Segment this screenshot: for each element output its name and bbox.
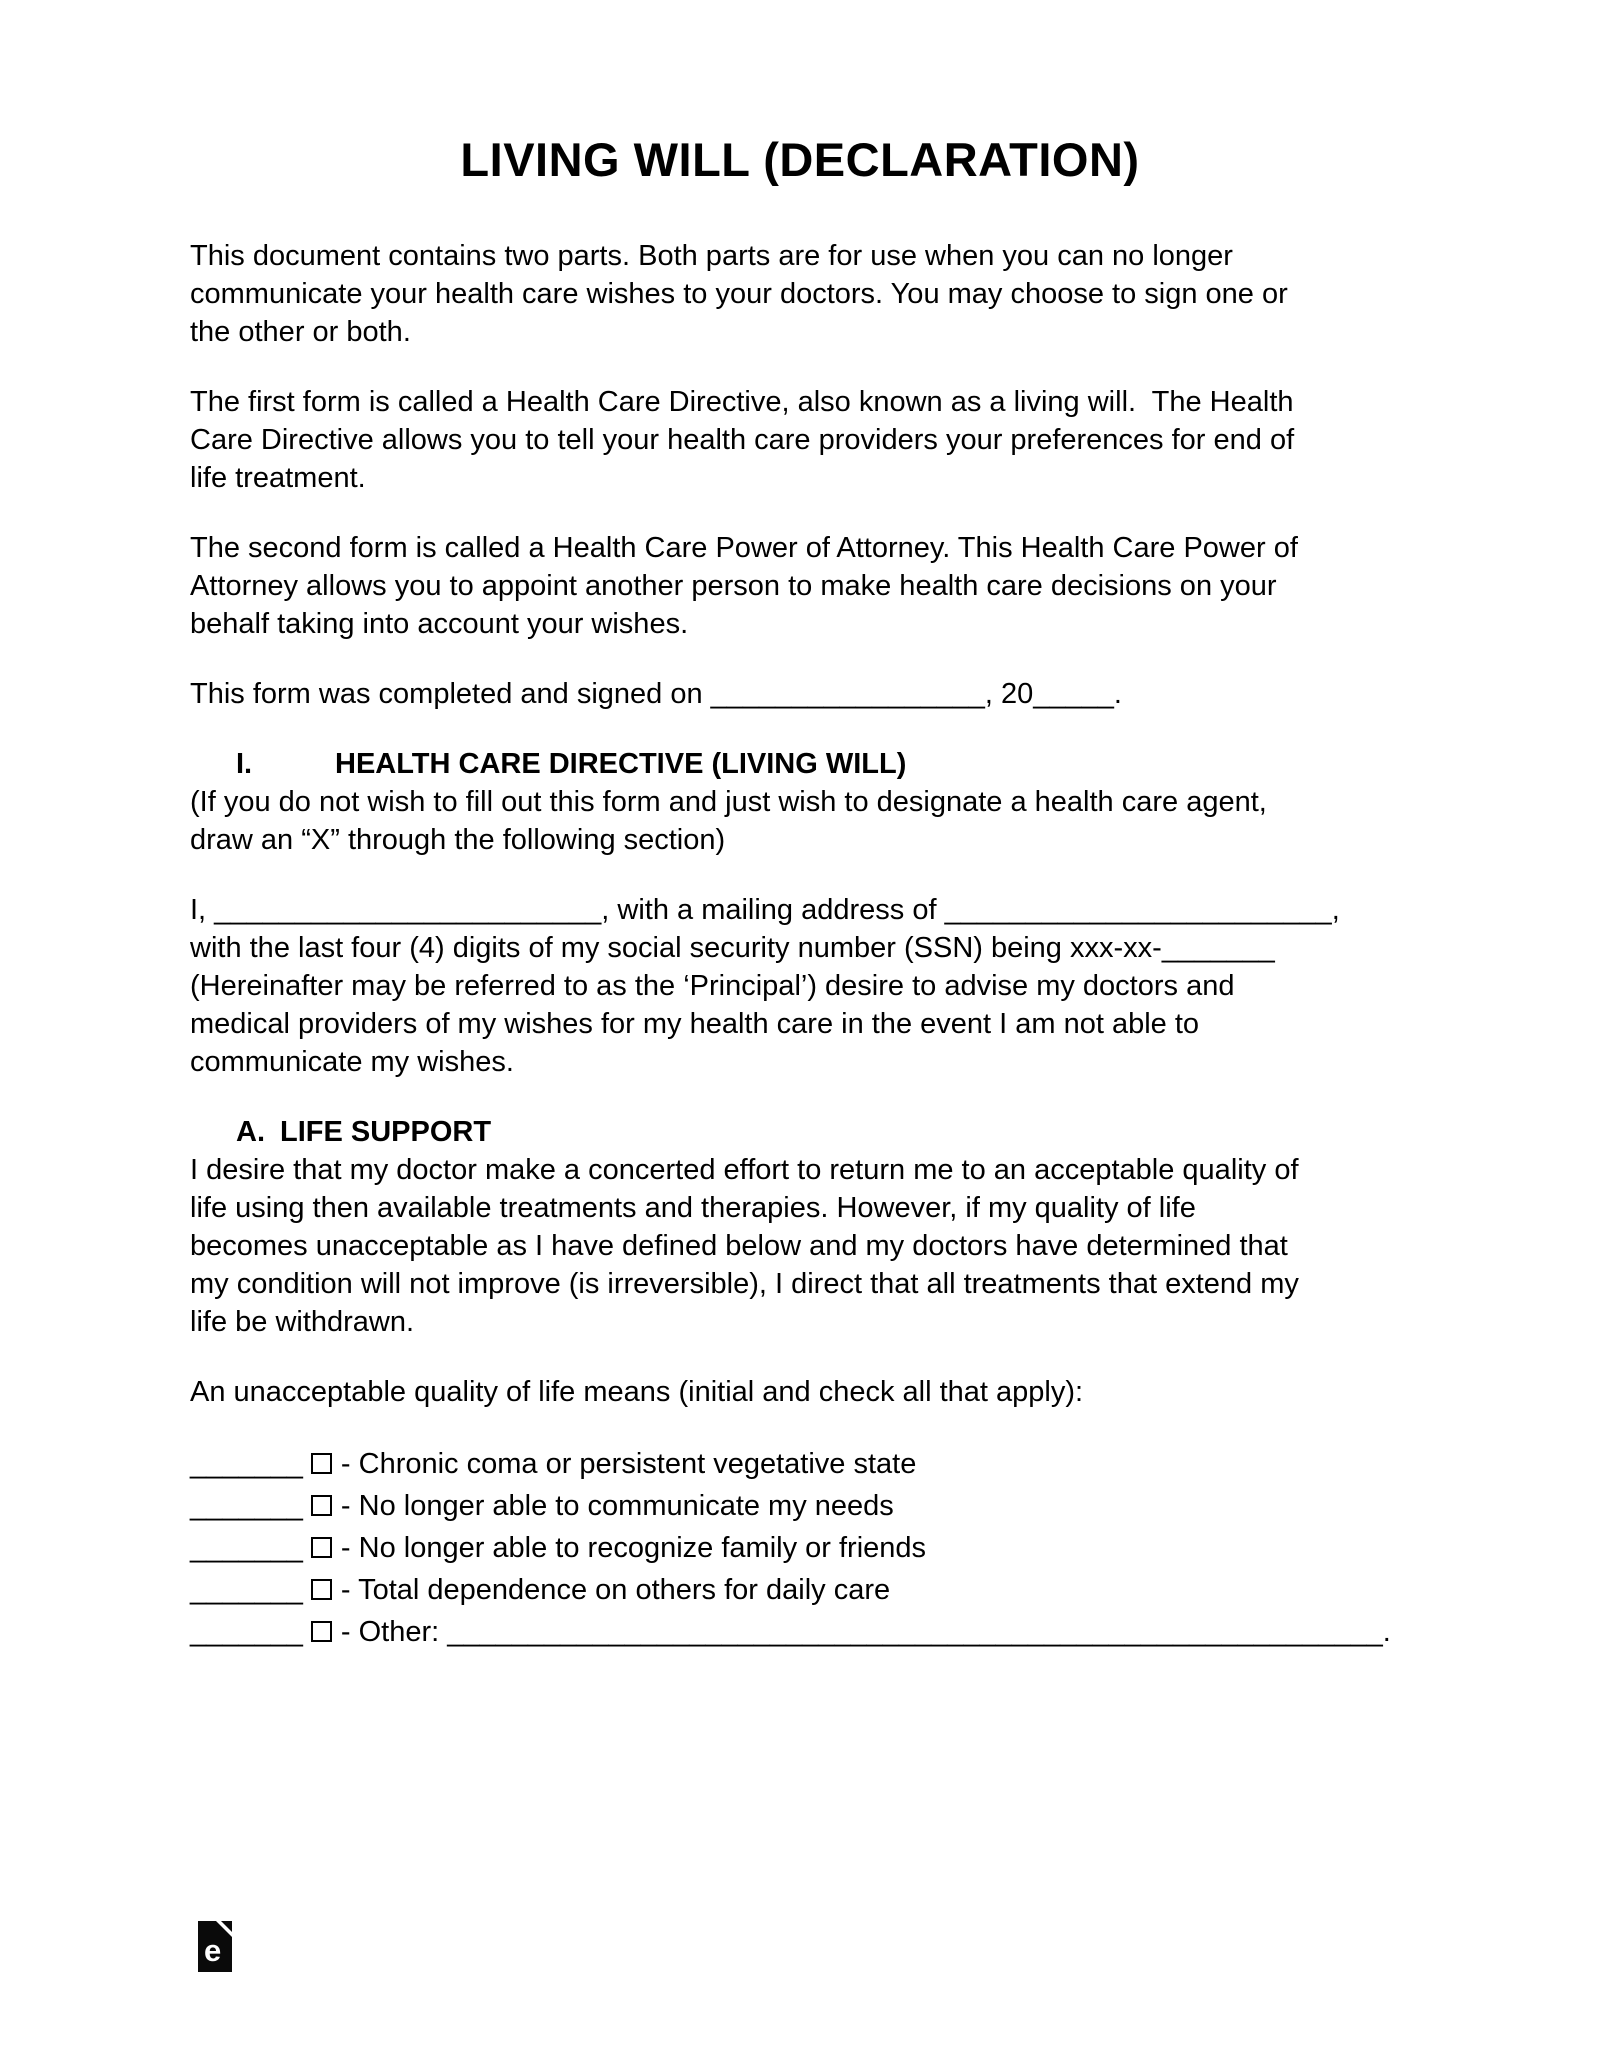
eforms-logo	[198, 1921, 232, 1972]
paragraph-line: The first form is called a Health Care Directive, also known as a living will. The Health	[190, 386, 1294, 418]
option-chronic-coma	[190, 1443, 1410, 1485]
option-label: - Total dependence on others for daily care	[340, 1574, 891, 1606]
paragraph-line: The second form is called a Health Care Power of Attorney. This Health Care Power of	[190, 532, 1298, 564]
checkbox-icon[interactable]	[311, 1495, 332, 1516]
section-1-number: I.	[236, 748, 253, 780]
principal-line-4: medical providers of my wishes for my health care in the event I am not able to	[190, 1008, 1200, 1040]
option-communicate-needs	[190, 1485, 1410, 1527]
principal-text: with the last four (4) digits of my social security number (SSN) being xxx-xx-	[190, 932, 1162, 964]
principal-statement	[190, 891, 1410, 1081]
paragraph-line: Care Directive allows you to tell your health care providers your preferences for end of	[190, 424, 1295, 456]
paragraph-line: life treatment.	[190, 462, 366, 494]
intro-paragraph	[190, 237, 1410, 351]
paragraph-line: behalf taking into account your wishes.	[190, 608, 689, 640]
principal-text: , with a mailing address of	[601, 894, 945, 926]
sentence-end: .	[1382, 1616, 1391, 1648]
life-support-letter: A.	[236, 1116, 265, 1148]
life-support-paragraph	[190, 1151, 1410, 1341]
life-support-heading	[190, 1113, 1410, 1151]
option-label: - No longer able to recognize family or friends	[340, 1532, 927, 1564]
date-blank[interactable]: _________________	[710, 678, 985, 710]
option-other	[190, 1611, 1410, 1653]
principal-text: I,	[190, 894, 215, 926]
principal-line-3: (Hereinafter may be referred to as the ‘Principal’) desire to advise my doctors and	[190, 970, 1235, 1002]
checkbox-icon[interactable]	[311, 1579, 332, 1600]
note-line: draw an “X” through the following section)	[190, 824, 726, 856]
initial-blank[interactable]: _______	[190, 1616, 303, 1648]
completed-date-prefix: This form was completed and signed on	[190, 678, 711, 710]
paragraph-line: becomes unacceptable as I have defined below and my doctors have determined that	[190, 1230, 1288, 1262]
paragraph-line: life be withdrawn.	[190, 1306, 415, 1338]
quality-of-life-intro: An unacceptable quality of life means (initial and check all that apply):	[190, 1376, 1084, 1408]
option-total-dependence	[190, 1569, 1410, 1611]
first-form-paragraph	[190, 383, 1410, 497]
option-label: - No longer able to communicate my needs	[340, 1490, 894, 1522]
principal-line-2	[190, 929, 1410, 967]
option-label: - Other:	[340, 1616, 448, 1648]
initial-blank[interactable]: _______	[190, 1448, 303, 1480]
option-label: - Chronic coma or persistent vegetative state	[340, 1448, 917, 1480]
completed-date-line	[190, 675, 1410, 713]
life-support-title: LIFE SUPPORT	[280, 1116, 492, 1148]
principal-name-blank[interactable]: ________________________	[214, 894, 602, 926]
principal-text: ,	[1331, 894, 1340, 926]
paragraph-line: Attorney allows you to appoint another person to make health care decisions on your	[190, 570, 1277, 602]
initial-blank[interactable]: _______	[190, 1574, 303, 1606]
paragraph-line: I desire that my doctor make a concerted effort to return me to an acceptable quality of	[190, 1154, 1299, 1186]
document-body	[0, 237, 1600, 1653]
section-1-heading	[190, 745, 1410, 783]
other-blank[interactable]: __________________________________________________________	[447, 1616, 1383, 1648]
ssn-last4-blank[interactable]: _______	[1161, 932, 1275, 964]
initial-blank[interactable]: _______	[190, 1490, 303, 1522]
paragraph-line: life using then available treatments and therapies. However, if my quality of life	[190, 1192, 1196, 1224]
paragraph-line: the other or both.	[190, 316, 411, 348]
option-recognize-family	[190, 1527, 1410, 1569]
section-1-note	[190, 783, 1410, 859]
second-form-paragraph	[190, 529, 1410, 643]
checkbox-icon[interactable]	[311, 1537, 332, 1558]
paragraph-line: communicate your health care wishes to your doctors. You may choose to sign one or	[190, 278, 1288, 310]
initial-blank[interactable]: _______	[190, 1532, 303, 1564]
quality-of-life-options	[190, 1443, 1410, 1653]
mailing-address-blank[interactable]: ________________________	[944, 894, 1332, 926]
checkbox-icon[interactable]	[311, 1621, 332, 1642]
principal-line-5: communicate my wishes.	[190, 1046, 514, 1078]
paragraph-line: my condition will not improve (is irreversible), I direct that all treatments that extend my	[190, 1268, 1299, 1300]
section-1-title: HEALTH CARE DIRECTIVE (LIVING WILL)	[335, 748, 907, 780]
checkbox-icon[interactable]	[311, 1453, 332, 1474]
page-title: LIVING WILL (DECLARATION)	[460, 133, 1140, 186]
principal-line-1	[190, 891, 1410, 929]
logo-letter: e	[204, 1933, 222, 1968]
note-line: (If you do not wish to fill out this form and just wish to designate a health care agent,	[190, 786, 1267, 818]
year-blank[interactable]: _____	[1033, 678, 1114, 710]
year-prefix: , 20	[984, 678, 1034, 710]
paragraph-line: This document contains two parts. Both parts are for use when you can no longer	[190, 240, 1233, 272]
sentence-end: .	[1113, 678, 1122, 710]
